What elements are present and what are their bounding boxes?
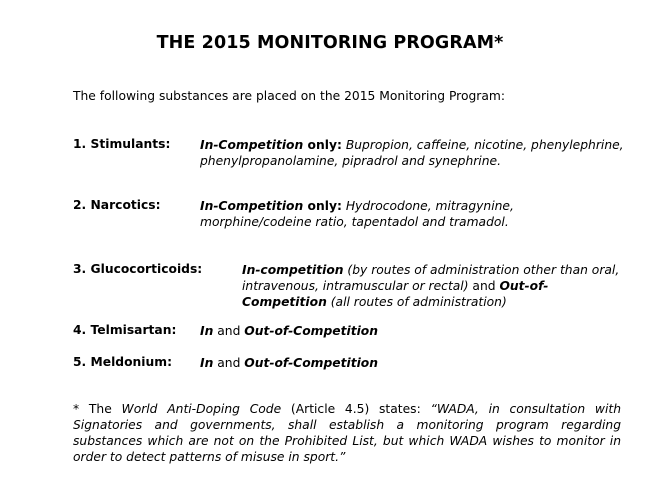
item-description <box>200 323 600 339</box>
item-label: 2. Narcotics: <box>73 198 161 212</box>
item-and: and <box>468 279 500 293</box>
item-description <box>200 355 600 371</box>
item-lead: In <box>200 324 214 338</box>
item-lead-suffix: only: <box>303 199 342 213</box>
item-text-2: (all routes of administration) <box>326 295 507 309</box>
item-lead-2: Out-of-Competition <box>244 356 378 370</box>
item-description <box>242 262 627 310</box>
footnote <box>73 401 621 465</box>
item-lead-2: Out-of-Competition <box>244 324 378 338</box>
item-description <box>200 137 630 169</box>
item-text: Hydrocodone, mitragynine, morphine/codeine ratio, tapentadol and tramadol. <box>200 199 514 229</box>
item-lead: In-competition <box>242 263 344 277</box>
item-text: (by routes of administration other than oral, intravenous, intramuscular or rectal) <box>242 263 620 293</box>
item-label: 3. Glucocorticoids: <box>73 262 203 276</box>
item-lead: In <box>200 356 214 370</box>
item-text: Bupropion, caffeine, nicotine, phenylephrine, phenylpropanolamine, pipradrol and synephrine. <box>200 138 624 168</box>
page-title: THE 2015 MONITORING PROGRAM* <box>156 33 504 53</box>
footnote-code-name: World Anti-Doping Code <box>121 402 282 416</box>
footnote-quote: “WADA, in consultation with Signatories and governments, shall establish a monitoring program regarding substances which are not on the Prohibited List, but which WADA wishes to monitor in order to detect patterns of misuse in sport.” <box>73 402 621 464</box>
footnote-mid: (Article 4.5) states: <box>281 402 431 416</box>
item-and: and <box>213 324 245 338</box>
item-lead-suffix: only: <box>303 138 342 152</box>
intro-text: The following substances are placed on the 2015 Monitoring Program: <box>73 89 505 103</box>
item-lead: In-Competition <box>200 199 304 213</box>
footnote-prefix: * The <box>73 402 122 416</box>
item-label: 5. Meldonium: <box>73 355 173 369</box>
item-and: and <box>213 356 245 370</box>
item-label: 1. Stimulants: <box>73 137 171 151</box>
item-description <box>200 198 600 230</box>
item-lead-2: Out-of-Competition <box>242 279 549 309</box>
item-label: 4. Telmisartan: <box>73 323 177 337</box>
item-lead: In-Competition <box>200 138 304 152</box>
